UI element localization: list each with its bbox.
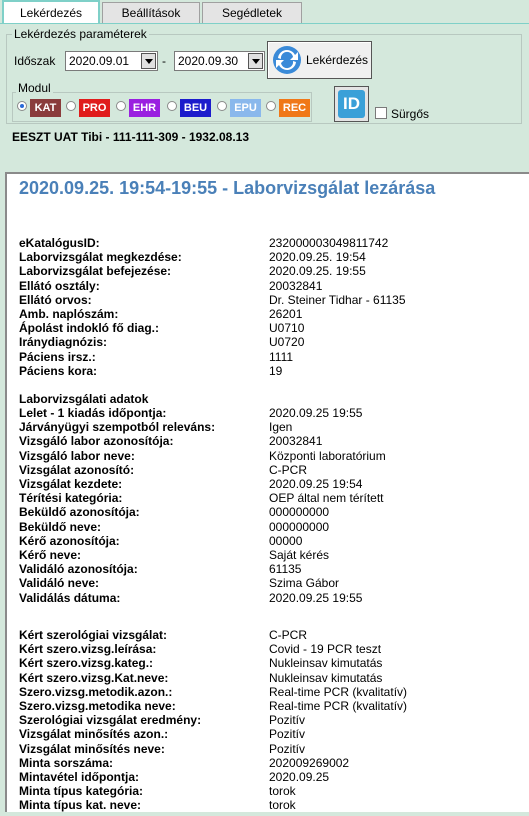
report-field-value: 2020.09.25 <box>269 770 330 784</box>
radio-beu[interactable] <box>167 101 177 111</box>
report-field-value: Igen <box>269 420 293 435</box>
report-row <box>19 463 519 477</box>
report-field-label: eKatalógusID: <box>19 236 100 250</box>
report-row <box>19 491 519 505</box>
date-separator: - <box>162 54 166 68</box>
report-field-label: Beküldő neve: <box>19 519 102 534</box>
report-field-value: Pozitív <box>269 713 306 728</box>
report-field-label: Laborvizsgálat megkezdése: <box>19 250 182 265</box>
query-button-label: Lekérdezés <box>306 53 369 67</box>
report-field-label: Vizsgáló labor azonosítója: <box>19 434 174 449</box>
report-row <box>19 742 519 756</box>
report-row <box>19 335 519 349</box>
report-field-value: Központi laboratórium <box>269 448 386 463</box>
date-from-value: 2020.09.01 <box>69 54 130 68</box>
report-row <box>19 236 519 250</box>
report-field-value: torok <box>269 798 296 812</box>
report-row <box>19 321 519 335</box>
report-field-label: Vizsgálat minősítés azon.: <box>19 727 169 742</box>
report-row <box>19 406 519 420</box>
report-field-label: Minta sorszáma: <box>19 755 114 770</box>
report-row <box>19 548 519 562</box>
report-field-label: Vizsgálat minősítés neve: <box>19 741 165 756</box>
query-params-title: Lekérdezés paraméterek <box>14 27 147 41</box>
report-field-label: Vizsgálat azonosító: <box>19 462 135 477</box>
urgent-label: Sürgős <box>391 107 430 121</box>
report-row <box>19 434 519 448</box>
report-field-label: Ellátó orvos: <box>19 292 92 307</box>
report-field-value: 2020.09.25. 19:55 <box>269 264 366 279</box>
date-to-value: 2020.09.30 <box>178 54 239 68</box>
report-row <box>19 420 519 434</box>
radio-kat[interactable] <box>17 101 27 111</box>
report-field-value: Saját kérés <box>269 548 330 562</box>
chevron-down-icon[interactable] <box>141 53 156 69</box>
report-field-label: Minta típus kategória: <box>19 784 144 799</box>
report-field-value: U0720 <box>269 335 305 350</box>
report-field-label: Beküldő azonosítója: <box>19 505 140 520</box>
report-row <box>19 449 519 463</box>
report-field-value: Szima Gábor <box>269 576 340 591</box>
report-field-value: Dr. Steiner Tidhar - 61135 <box>269 292 406 307</box>
report-row <box>19 756 519 770</box>
report-row <box>19 520 519 534</box>
status-bar <box>0 812 529 816</box>
report-field-label: Minta típus kat. neve: <box>19 798 142 812</box>
report-field-label: Kért szero.vizsg.kateg.: <box>19 656 154 671</box>
radio-rec[interactable] <box>266 101 276 111</box>
tab-segedletek[interactable]: Segédletek <box>202 2 302 23</box>
report-field-value: 61135 <box>269 562 302 577</box>
date-to-select[interactable] <box>174 51 265 71</box>
report-field-label: Mintavétel időpontja: <box>19 770 139 784</box>
report-field-value: 19 <box>269 363 283 378</box>
id-button[interactable] <box>334 86 369 122</box>
radio-epu[interactable] <box>217 101 227 111</box>
date-from-select[interactable] <box>65 51 158 71</box>
patient-info: EESZT UAT Tibi - 111-111-309 - 1932.08.13 <box>12 130 250 144</box>
report-field-label: Lelet - 1 kiadás időpontja: <box>19 406 167 420</box>
report-row <box>19 562 519 576</box>
report-row <box>19 576 519 590</box>
report-field-label: Ápolást indokló fő diag.: <box>19 321 159 336</box>
report-field-label: Amb. naplószám: <box>19 307 119 321</box>
chevron-down-icon[interactable] <box>248 53 263 69</box>
report-field-value: 1111 <box>269 349 294 364</box>
report-field-value: 202009269002 <box>269 755 350 770</box>
module-badge-epu: EPU <box>230 99 261 117</box>
report-row <box>19 307 519 321</box>
report-field-value: 2020.09.25 19:55 <box>269 406 363 420</box>
report-field-value: C-PCR <box>269 628 307 642</box>
report-field-value: Pozitív <box>269 741 306 756</box>
report-field-value: Covid - 19 PCR teszt <box>269 642 382 657</box>
tab-beallitasok[interactable]: Beállítások <box>102 2 200 23</box>
report-field-label: Iránydiagnózis: <box>19 335 108 350</box>
urgent-checkbox[interactable] <box>375 107 387 119</box>
report-field-value: 000000000 <box>269 505 330 520</box>
module-badge-kat: KAT <box>30 99 61 117</box>
radio-pro[interactable] <box>66 101 76 111</box>
report-field-value: 26201 <box>269 307 303 321</box>
tab-bar <box>0 0 529 24</box>
report-field-value: 20032841 <box>269 278 323 293</box>
report-row <box>19 798 519 812</box>
report-field-label: Vizsgálat kezdete: <box>19 477 123 491</box>
report-field-value: Nukleinsav kimutatás <box>269 656 383 671</box>
report-row <box>19 264 519 278</box>
module-badge-ehr: EHR <box>129 99 160 117</box>
report-field-value: 20032841 <box>269 434 323 449</box>
radio-ehr[interactable] <box>116 101 126 111</box>
report-row <box>19 642 519 656</box>
report-row <box>19 534 519 548</box>
module-badge-pro: PRO <box>79 99 110 117</box>
report-field-value: 2020.09.25. 19:54 <box>269 250 366 265</box>
report-row <box>19 350 519 364</box>
report-field-value: C-PCR <box>269 462 307 477</box>
report-row <box>19 628 519 642</box>
report-field-value: Real-time PCR (kvalitatív) <box>269 699 408 713</box>
report-row <box>19 477 519 491</box>
report-row <box>19 505 519 519</box>
report-field-value: U0710 <box>269 321 305 336</box>
report-row <box>19 685 519 699</box>
tab-lekerdezes[interactable]: Lekérdezés <box>2 0 100 24</box>
report-panel[interactable] <box>5 172 529 812</box>
report-field-label: Páciens kora: <box>19 363 98 378</box>
report-field-label: Validáló azonosítója: <box>19 562 138 577</box>
report-row <box>19 699 519 713</box>
report-field-label: Páciens irsz.: <box>19 349 96 364</box>
refresh-icon <box>271 44 303 76</box>
report-row <box>19 293 519 307</box>
report-field-value: 2020.09.25 19:55 <box>269 590 363 605</box>
report-field-label: Vizsgáló labor neve: <box>19 448 135 463</box>
report-row <box>19 713 519 727</box>
report-row <box>19 784 519 798</box>
report-row <box>19 591 519 605</box>
report-field-label: Ellátó osztály: <box>19 278 100 293</box>
report-field-label: Kért szerológiai vizsgálat: <box>19 628 168 642</box>
report-field-value: 232000003049811742 <box>269 236 389 250</box>
query-button[interactable] <box>267 41 372 79</box>
report-field-label: Validáló neve: <box>19 576 100 591</box>
report-row <box>19 671 519 685</box>
module-badge-beu: BEU <box>180 99 211 117</box>
report-row <box>19 656 519 670</box>
report-field-value: Pozitív <box>269 727 306 742</box>
report-row <box>19 279 519 293</box>
report-field-label: Validálás dátuma: <box>19 590 121 605</box>
report-row <box>19 364 519 378</box>
report-field-value: Real-time PCR (kvalitatív) <box>269 684 408 699</box>
report-row <box>19 727 519 741</box>
lab-data-section-title: Laborvizsgálati adatok <box>19 392 149 406</box>
report-field-label: Térítési kategória: <box>19 491 123 506</box>
report-field-label: Szerológiai vizsgálat eredmény: <box>19 713 202 728</box>
report-title: 2020.09.25. 19:54-19:55 - Laborvizsgálat lezárása <box>19 178 436 198</box>
report-field-label: Járványügyi szempotból releváns: <box>19 420 216 435</box>
report-row <box>19 250 519 264</box>
report-field-label: Kért szero.vizsg.Kat.neve: <box>19 670 169 685</box>
report-field-value: torok <box>269 784 296 799</box>
report-row <box>19 770 519 784</box>
report-field-value: OEP által nem térített <box>269 491 384 506</box>
report-field-label: Kért szero.vizsg.leírása: <box>19 642 157 657</box>
report-field-label: Kérő neve: <box>19 548 82 562</box>
tab-underline <box>0 23 529 24</box>
report-field-value: 000000000 <box>269 519 330 534</box>
report-field-label: Szero.vizsg.metodik.azon.: <box>19 684 173 699</box>
report-field-label: Laborvizsgálat befejezése: <box>19 264 172 279</box>
report-field-label: Kérő azonosítója: <box>19 533 120 548</box>
report-field-label: Szero.vizsg.metodika neve: <box>19 699 176 713</box>
module-group-title: Modul <box>18 81 51 95</box>
report-field-value: 00000 <box>269 533 303 548</box>
id-icon: ID <box>338 90 365 118</box>
period-label: Időszak <box>14 54 56 68</box>
report-field-value: Nukleinsav kimutatás <box>269 670 383 685</box>
module-badge-rec: REC <box>279 99 310 117</box>
report-field-value: 2020.09.25 19:54 <box>269 477 363 491</box>
